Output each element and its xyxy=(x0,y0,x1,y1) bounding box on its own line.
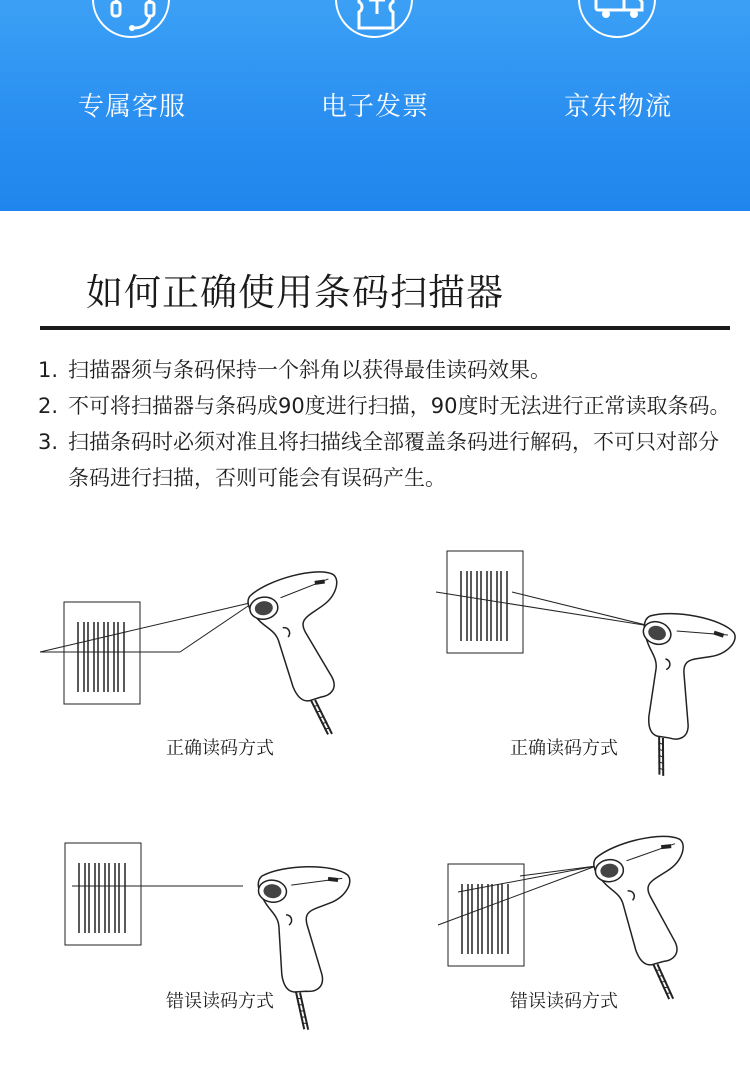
guide-title: 如何正确使用条码扫描器 xyxy=(86,271,504,314)
figure-correct-left xyxy=(40,569,358,743)
step-text: 扫描器须与条码保持一个斜角以获得最佳读码效果。 xyxy=(68,358,551,382)
step-text: 扫描条码时必须对准且将扫描线全部覆盖条码进行解码，不可只对部分条码进行扫描，否则可能会有误码产生。 xyxy=(68,430,719,490)
service-label: 京东物流 xyxy=(563,92,672,122)
caption-wrong-right: 错误读码方式 xyxy=(510,991,618,1012)
service-label: 专属客服 xyxy=(77,92,186,122)
caption-correct-left: 正确读码方式 xyxy=(166,738,274,759)
step-number: 2. xyxy=(38,394,59,418)
step-number: 1. xyxy=(38,358,59,382)
figure-wrong-right xyxy=(438,834,699,1006)
caption-wrong-left: 错误读码方式 xyxy=(166,991,274,1012)
step-number: 3. xyxy=(38,430,59,454)
step-text: 不可将扫描器与条码成90度进行扫描，90度时无法进行正常读取条码。 xyxy=(68,394,731,418)
caption-correct-right: 正确读码方式 xyxy=(510,738,618,759)
service-label: 电子发票 xyxy=(320,92,429,122)
